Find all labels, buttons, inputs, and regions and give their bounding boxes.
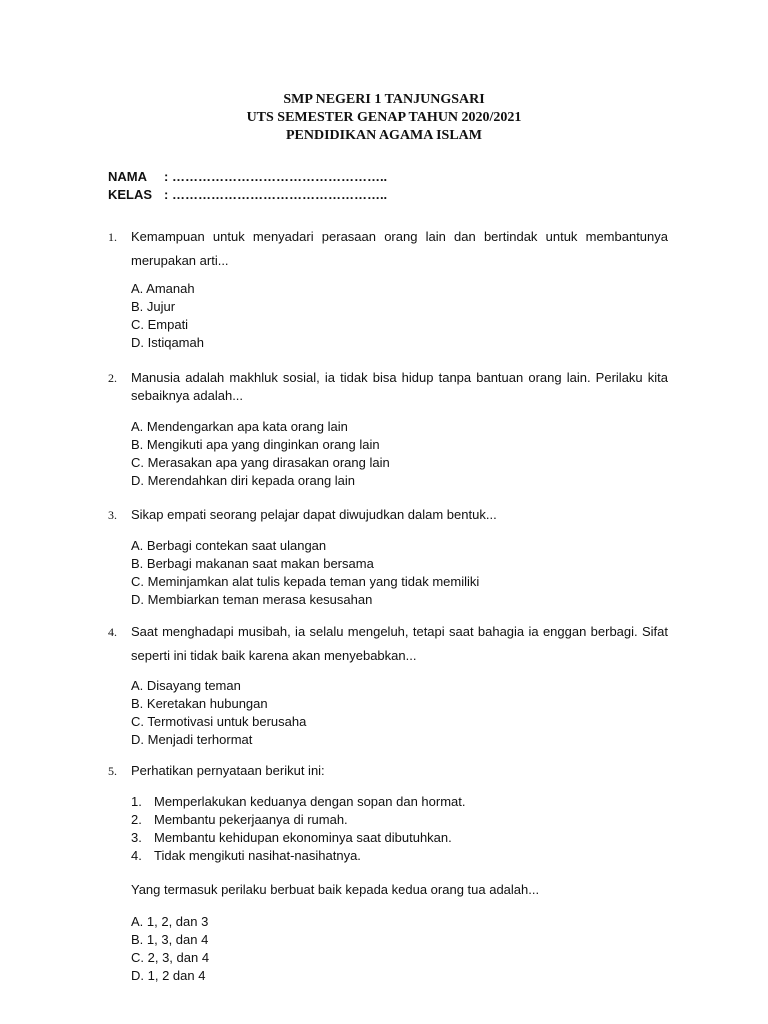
option-c: C. Meminjamkan alat tulis kepada teman yang tidak memiliki (131, 574, 480, 589)
option-b: B. Berbagi makanan saat makan bersama (131, 556, 374, 571)
question-stem (108, 225, 668, 273)
options-list (108, 677, 668, 749)
school-name: SMP NEGERI 1 TANJUNGSARI (283, 92, 485, 107)
option-d: D. Menjadi terhormat (131, 732, 253, 747)
exam-title: UTS SEMESTER GENAP TAHUN 2020/2021 (246, 110, 522, 125)
option-b: B. Jujur (131, 299, 176, 314)
statement-text: Tidak mengikuti nasihat-nasihatnya. (154, 848, 361, 863)
statement-item (131, 793, 668, 811)
class-label: KELAS (108, 187, 153, 202)
exam-header (0, 91, 768, 145)
option-a: A. Berbagi contekan saat ulangan (131, 538, 327, 553)
option-d: D. Istiqamah (131, 335, 204, 350)
option-d: D. Merendahkan diri kepada orang lain (131, 473, 356, 488)
question-stem (108, 762, 668, 780)
option-a: A. 1, 2, dan 3 (131, 914, 209, 929)
question-3 (108, 506, 668, 609)
question-number: 5. (108, 764, 117, 778)
statements-list (108, 793, 668, 865)
option-b: B. Mengikuti apa yang dinginkan orang lain (131, 437, 380, 452)
statement-text: Membantu pekerjaanya di rumah. (154, 812, 348, 827)
statement-text: Memperlakukan keduanya dengan sopan dan hormat. (154, 794, 466, 809)
question-stem (108, 506, 668, 524)
options-list (108, 418, 668, 490)
question-number: 3. (108, 508, 117, 522)
statement-number: 1. (131, 794, 142, 809)
statement-item (131, 829, 668, 847)
option-b: B. Keretakan hubungan (131, 696, 268, 711)
question-number: 2. (108, 371, 117, 385)
question-number: 1. (108, 230, 117, 244)
question-text: Saat menghadapi musibah, ia selalu mengeluh, tetapi saat bahagia ia enggan berbagi. Sifat seperti ini tidak baik karena akan menyebabkan... (131, 624, 668, 663)
option-a: A. Amanah (131, 281, 195, 296)
statement-item (131, 847, 668, 865)
name-label: NAMA (108, 169, 147, 184)
question-text: Perhatikan pernyataan berikut ini: (131, 763, 325, 778)
statement-text: Membantu kehidupan ekonominya saat dibutuhkan. (154, 830, 452, 845)
question-1 (108, 225, 668, 352)
statement-number: 4. (131, 848, 142, 863)
option-c: C. Termotivasi untuk berusaha (131, 714, 307, 729)
option-c: C. Empati (131, 317, 189, 332)
class-blank: : ………………………………………….. (164, 187, 388, 202)
question-number: 4. (108, 625, 117, 639)
option-d: D. 1, 2 dan 4 (131, 968, 206, 983)
options-list (108, 913, 668, 985)
option-a: A. Mendengarkan apa kata orang lain (131, 419, 348, 434)
option-a: A. Disayang teman (131, 678, 241, 693)
option-c: C. Merasakan apa yang dirasakan orang lain (131, 455, 390, 470)
statement-number: 3. (131, 830, 142, 845)
question-stem (108, 620, 668, 668)
option-b: B. 1, 3, dan 4 (131, 932, 209, 947)
question-text: Sikap empati seorang pelajar dapat diwujudkan dalam bentuk... (131, 507, 497, 522)
question-text: Manusia adalah makhluk sosial, ia tidak bisa hidup tanpa bantuan orang lain. Perilaku kita sebaiknya adalah... (131, 370, 668, 403)
question-4 (108, 620, 668, 749)
question-stem (108, 369, 668, 405)
options-list (108, 537, 668, 609)
option-c: C. 2, 3, dan 4 (131, 950, 210, 965)
class-row (108, 186, 387, 204)
options-list (108, 280, 668, 352)
statement-item (131, 811, 668, 829)
statement-number: 2. (131, 812, 142, 827)
question-5 (108, 762, 668, 985)
question-2 (108, 369, 668, 490)
question-prompt: Yang termasuk perilaku berbuat baik kepada kedua orang tua adalah... (131, 882, 540, 897)
student-identity (108, 168, 387, 204)
subject-title: PENDIDIKAN AGAMA ISLAM (285, 128, 482, 143)
name-row (108, 168, 387, 186)
option-d: D. Membiarkan teman merasa kesusahan (131, 592, 373, 607)
question-text: Kemampuan untuk menyadari perasaan orang lain dan bertindak untuk membantunya merupakan arti... (131, 229, 668, 268)
name-blank: : ………………………………………….. (164, 169, 388, 184)
